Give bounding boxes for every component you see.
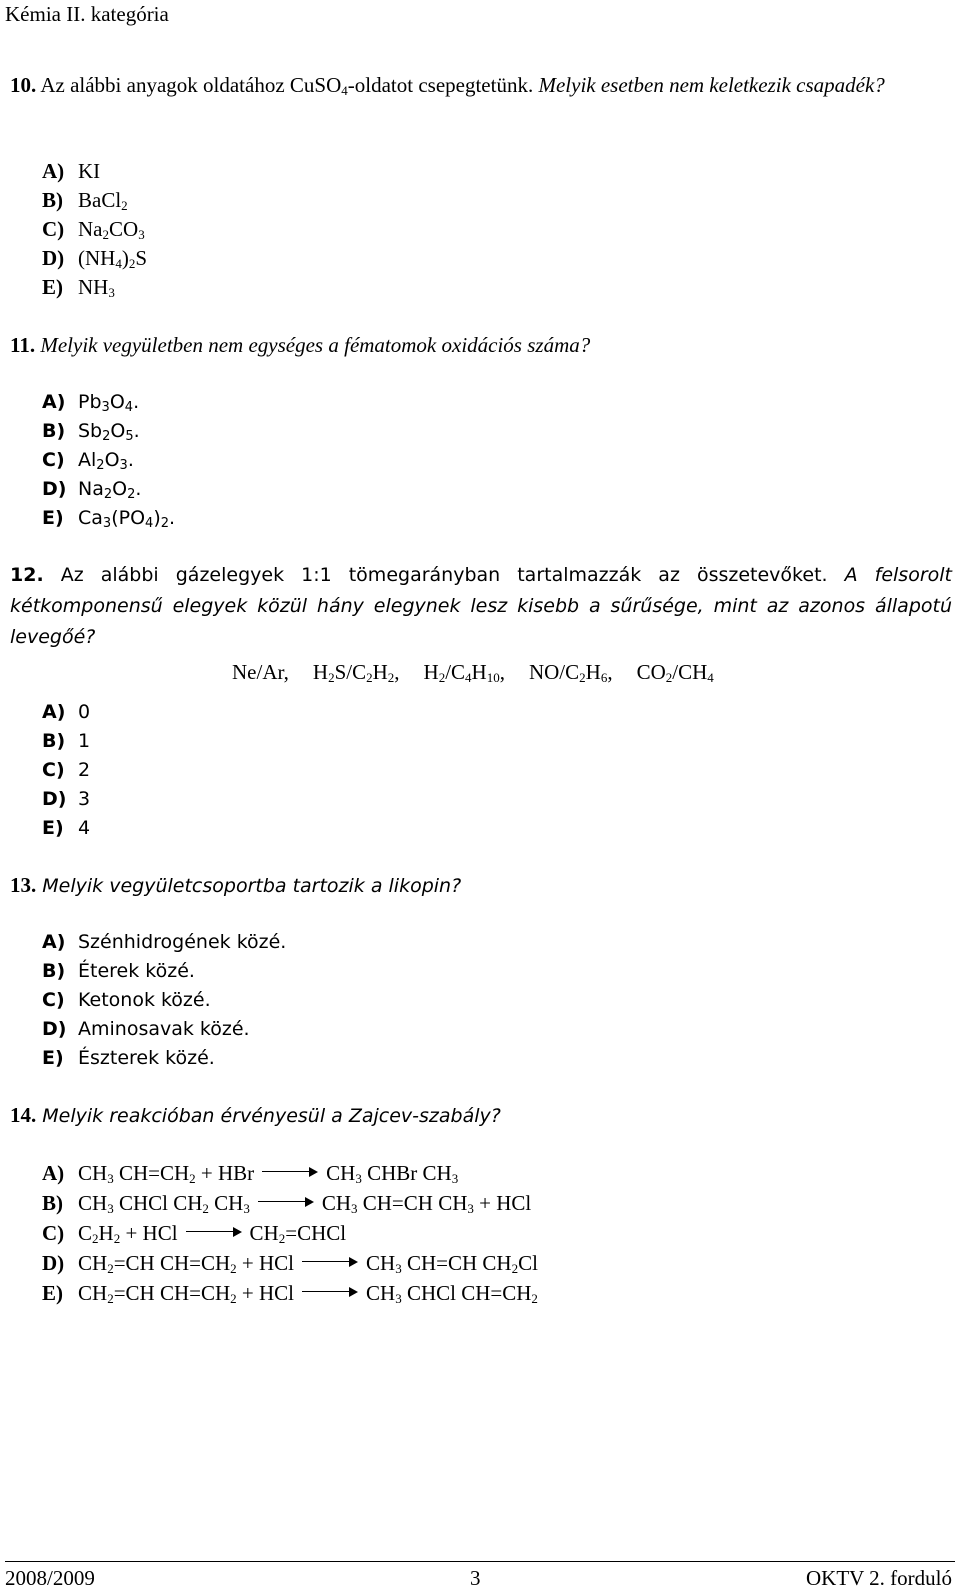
answer-option [42, 698, 90, 727]
products: $CH_3$ CHBr $CH_3$ [326, 1161, 459, 1186]
option-label: C) [42, 759, 65, 781]
answer-option [42, 785, 90, 814]
reaction-option [42, 1218, 538, 1248]
answer-option [42, 417, 175, 446]
answer-option [42, 814, 90, 843]
option-label: C) [42, 217, 65, 241]
products: $CH_3$ CH=CH $CH_2Cl$ [366, 1251, 538, 1276]
question-13 [10, 870, 952, 902]
reaction-arrow-icon [262, 1166, 318, 1178]
reactants: $CH_3$ CHCl $CH_2$ $CH_3$ [78, 1191, 250, 1216]
question-14 [10, 1100, 952, 1132]
answer-option [42, 273, 147, 302]
gas-mixture: Ne/Ar, [232, 660, 289, 684]
option-text: $Al_2O_3$. [78, 449, 134, 473]
gas-mixture: $H_2S/C_2H_2$, [312, 660, 400, 685]
option-label: C) [42, 1221, 65, 1245]
option-text: $NH_3$ [78, 275, 115, 300]
gas-mixtures [232, 660, 738, 685]
reaction-arrow-icon [258, 1196, 314, 1208]
option-label: A) [42, 1161, 65, 1185]
question-number: 10. [10, 73, 37, 97]
answer-option [42, 157, 147, 186]
question-12 [10, 560, 952, 653]
option-label: E) [42, 507, 64, 529]
answer-option [42, 727, 90, 756]
gas-mixture: $H_2/C_4H_{10}$, [423, 660, 505, 685]
option-label: D) [42, 246, 65, 270]
option-text: Aminosavak közé. [78, 1018, 250, 1040]
question-text: Az alábbi gázelegyek 1:1 tömegarányban tartalmazzák az összetevőket. [43, 564, 845, 586]
answer-option [42, 186, 147, 215]
option-text: 3 [78, 788, 91, 810]
question-text: Melyik vegyületcsoportba tartozik a likopin? [36, 875, 462, 897]
answer-option [42, 475, 175, 504]
option-label: E) [42, 817, 64, 839]
option-text: KI [78, 159, 101, 183]
reaction-option [42, 1158, 538, 1188]
option-text: $Ca_3(PO_4)_2$. [78, 507, 176, 531]
reaction-option [42, 1188, 538, 1218]
option-text: 1 [78, 730, 91, 752]
option-label: E) [42, 275, 63, 299]
question-number: 14. [10, 1103, 37, 1127]
options-q13 [42, 928, 286, 1073]
products: $CH_3$ CHCl $CH=CH_2$ [366, 1281, 538, 1306]
question-number: 13. [10, 873, 37, 897]
reactants: $CH_3$ $CH=CH_2$ + HBr [78, 1161, 255, 1186]
options-q10 [42, 157, 147, 302]
question-number: 11. [10, 333, 36, 357]
question-text: Melyik vegyületben nem egységes a fématomok oxidációs száma? [35, 333, 591, 357]
question-number: 12. [10, 564, 44, 586]
option-label: A) [42, 159, 65, 183]
option-label: E) [42, 1281, 63, 1305]
option-text: $Sb_2O_5$. [78, 420, 140, 444]
answer-option [42, 986, 286, 1015]
option-label: B) [42, 960, 66, 982]
options-q12 [42, 698, 90, 843]
answer-option [42, 1044, 286, 1073]
question-text: Az alábbi anyagok oldatához CuSO [36, 73, 342, 97]
option-label: C) [42, 449, 65, 471]
answer-option [42, 1015, 286, 1044]
footer-page-number: 3 [470, 1566, 481, 1590]
option-label: B) [42, 1191, 63, 1215]
question-text-italic: Melyik esetben nem keletkezik csapadék? [538, 73, 885, 97]
options-q11 [42, 388, 175, 533]
reactants: $CH_2=CH$ $CH=CH_2$ + HCl [78, 1281, 295, 1306]
option-text: Ketonok közé. [78, 989, 211, 1011]
option-label: B) [42, 730, 66, 752]
answer-option [42, 504, 175, 533]
option-label: D) [42, 478, 67, 500]
option-text: 4 [78, 817, 91, 839]
option-label: A) [42, 391, 66, 413]
option-label: D) [42, 1251, 65, 1275]
option-label: A) [42, 931, 66, 953]
reactants: $C_2H_2$ + HCl [78, 1221, 178, 1246]
question-11 [10, 330, 952, 361]
option-label: D) [42, 788, 67, 810]
option-text: Szénhidrogének közé. [78, 931, 287, 953]
answer-option [42, 957, 286, 986]
option-label: D) [42, 1018, 67, 1040]
question-10: 10. Az alábbi anyagok oldatához CuSO$_4$-oldatot csepegtetünk. Melyik esetben nem keletkezik csapadék? [10, 73, 885, 98]
reaction-option [42, 1248, 538, 1278]
option-label: B) [42, 420, 66, 442]
answer-option [42, 928, 286, 957]
option-text: 2 [78, 759, 91, 781]
option-text: $Na_2O_2$. [78, 478, 142, 502]
reaction-option [42, 1278, 538, 1308]
footer-round: OKTV 2. forduló [805, 1566, 952, 1590]
option-text: $Na_2CO_3$ [78, 217, 145, 242]
reaction-arrow-icon [302, 1286, 358, 1298]
products: $CH_3$ CH=CH $CH_3$ + HCl [321, 1191, 532, 1216]
option-label: A) [42, 701, 66, 723]
page-header: Kémia II. kategória [5, 2, 169, 26]
option-text: BaCl$_2$ [78, 188, 128, 213]
option-text: $Pb_3O_4$. [78, 391, 140, 415]
products: $CH_2=CHCl$ [249, 1221, 347, 1246]
option-text: Észterek közé. [78, 1047, 215, 1069]
option-text: Éterek közé. [78, 960, 195, 982]
option-text: 0 [78, 701, 91, 723]
footer-divider [5, 1561, 955, 1562]
gas-mixture: $CO_2/CH_4$ [636, 660, 714, 685]
reaction-arrow-icon [302, 1256, 358, 1268]
option-text: $(NH_4)_2S$ [78, 246, 148, 271]
answer-option [42, 388, 175, 417]
answer-option [42, 244, 147, 273]
option-label: B) [42, 188, 63, 212]
answer-option [42, 756, 90, 785]
question-text: Melyik reakcióban érvényesül a Zajcev-szabály? [36, 1105, 501, 1127]
option-label: E) [42, 1047, 64, 1069]
option-label: C) [42, 989, 65, 1011]
answer-option [42, 215, 147, 244]
reactions-q14 [42, 1158, 538, 1308]
answer-option [42, 446, 175, 475]
reactants: $CH_2=CH$ $CH=CH_2$ + HCl [78, 1251, 295, 1276]
question-text-italic: A felsorolt kétkomponensű elegyek közül hány elegynek lesz kisebb a sűrűsége, mint az azonos állapotú levegőé? [10, 564, 952, 648]
reaction-arrow-icon [186, 1226, 242, 1238]
footer-year: 2008/2009 [5, 1566, 95, 1590]
gas-mixture: $NO/C_2H_6$, [528, 660, 613, 685]
